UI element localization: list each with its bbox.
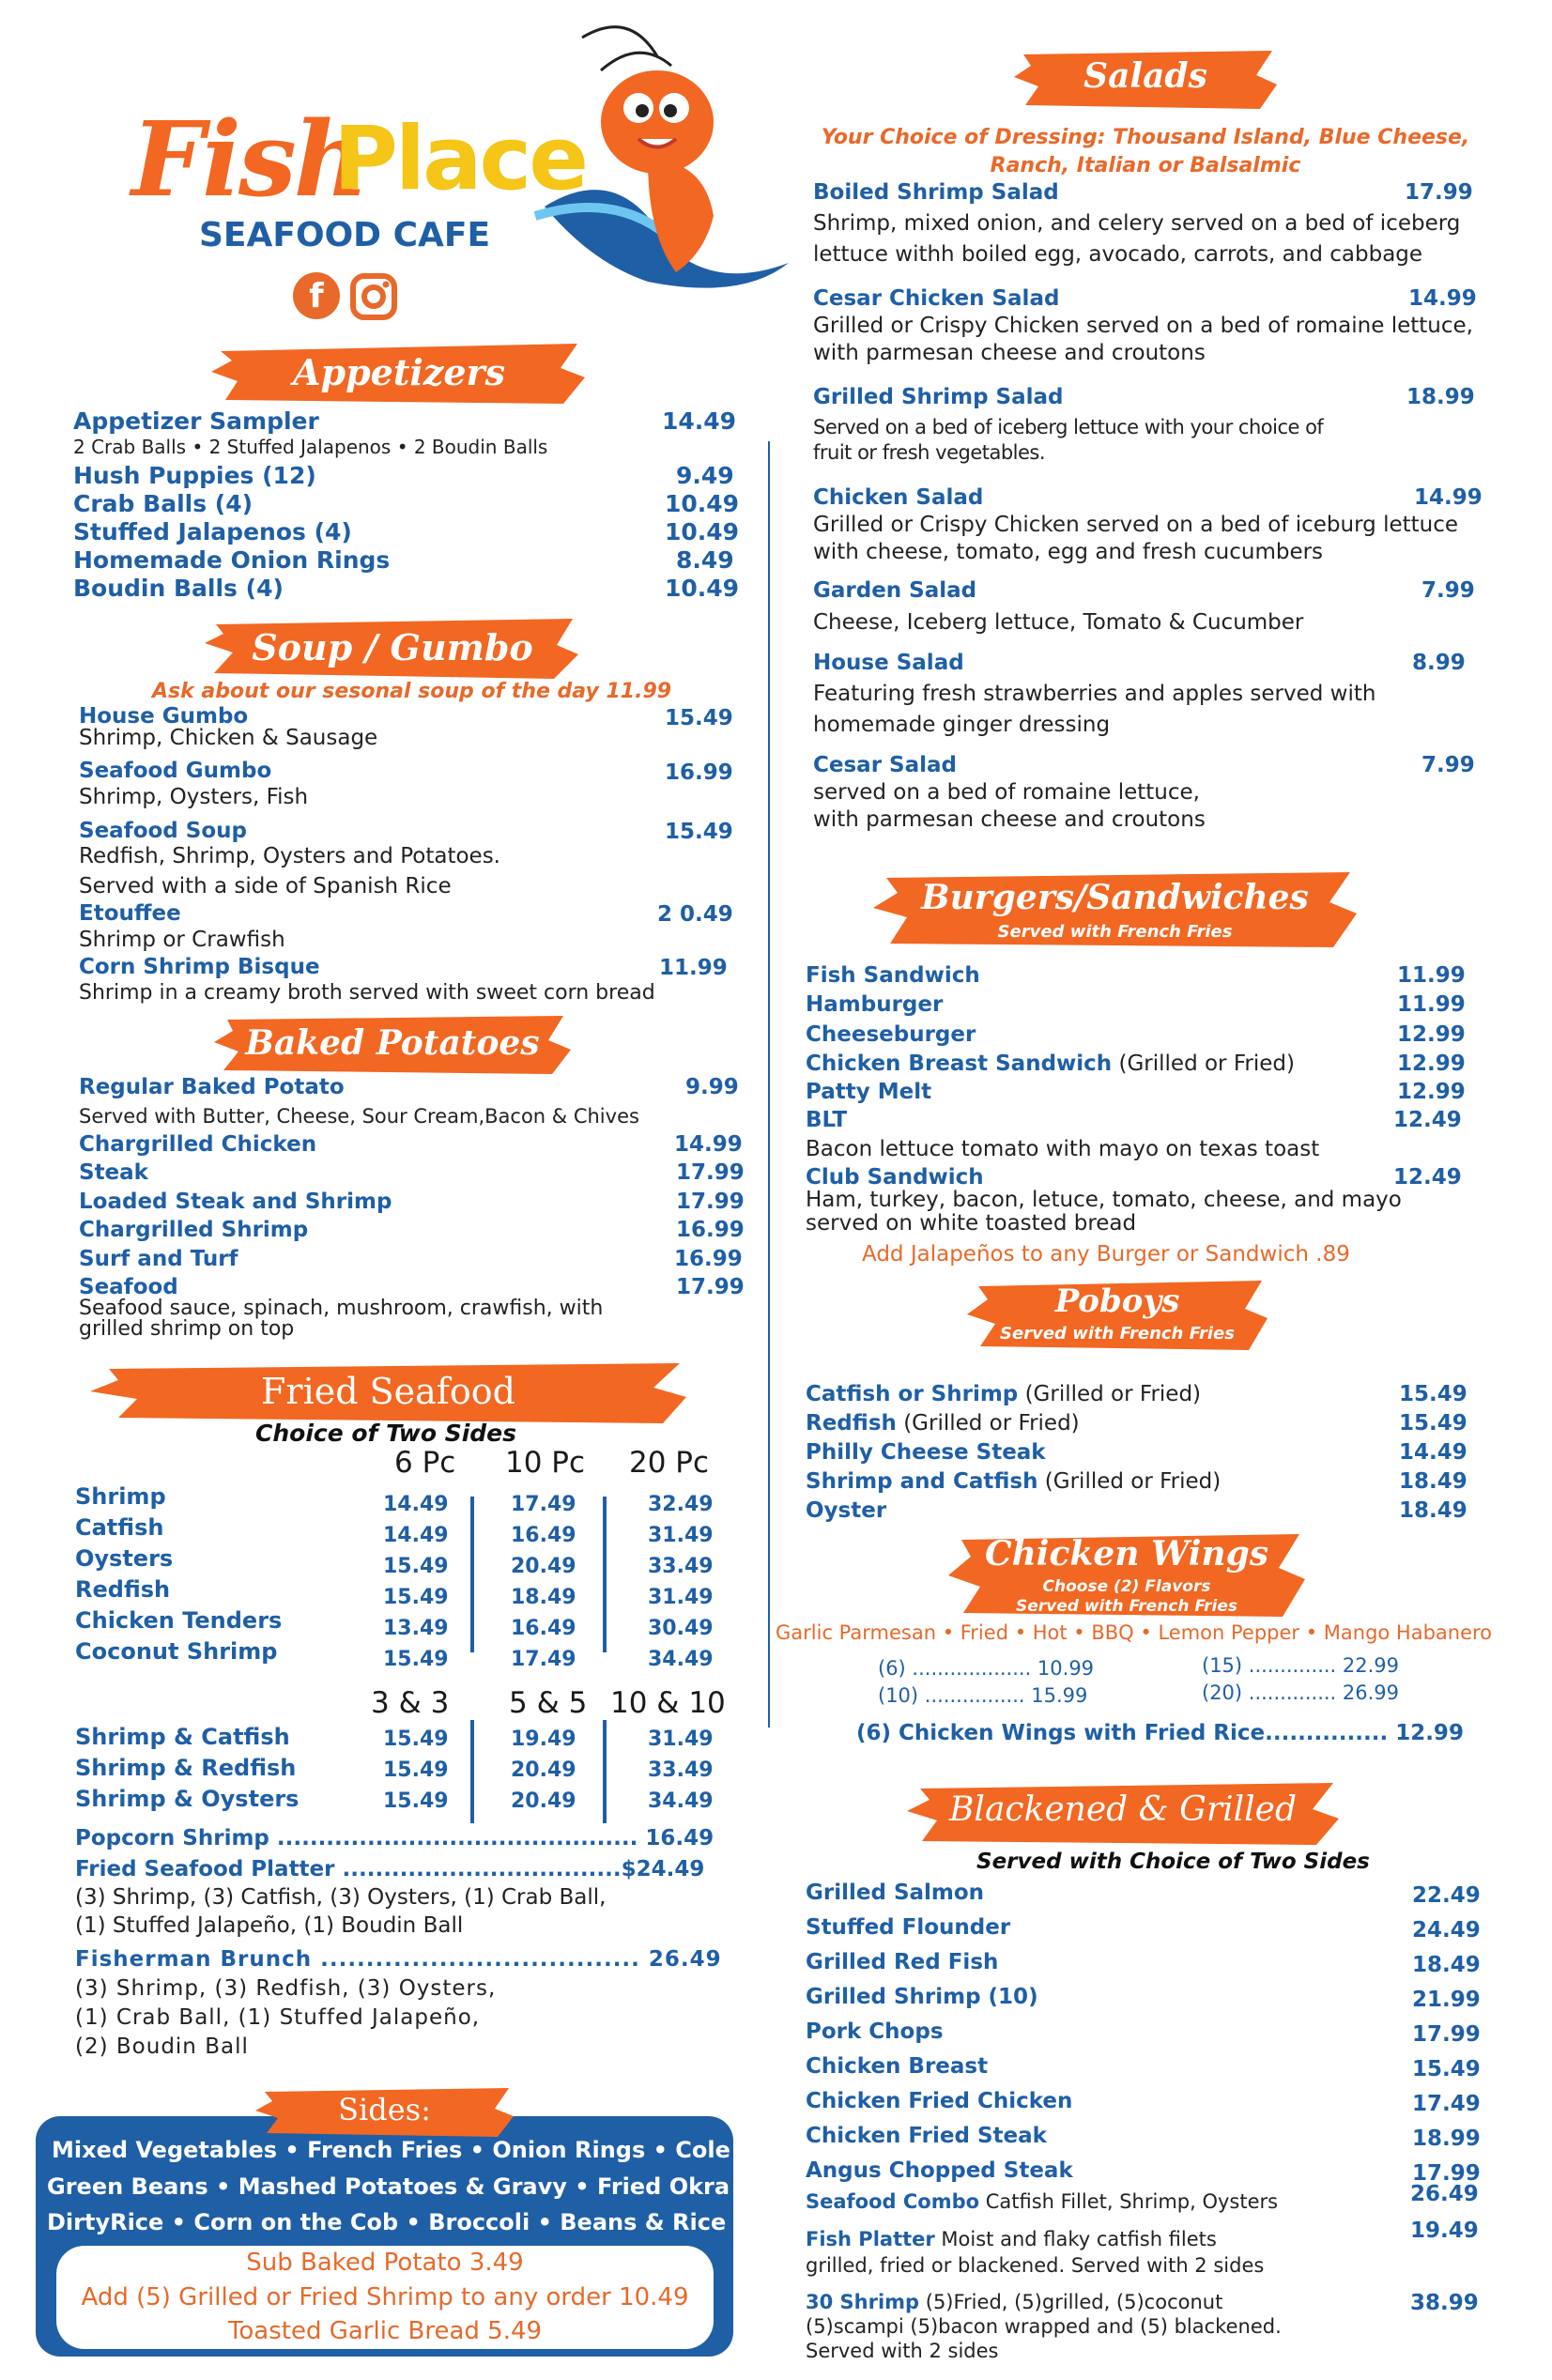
menu-item-price: 15.49	[1399, 1382, 1467, 1406]
col-header: 20 Pc	[629, 1446, 710, 1480]
fried-row-name: Catfish	[75, 1514, 164, 1541]
menu-item-name: Shrimp and Catfish	[806, 1469, 1038, 1494]
fried-price: 34.49	[648, 1648, 714, 1671]
instagram-icon[interactable]	[349, 272, 398, 321]
menu-item-desc: Grilled or Crispy Chicken served on a bed of romaine lettuce,	[813, 314, 1473, 338]
salads-banner	[1014, 47, 1277, 113]
fried-price: 15.49	[383, 1555, 449, 1578]
menu-item-desc: Shrimp in a creamy broth served with sweet corn bread	[79, 981, 655, 1005]
grilled-banner	[907, 1779, 1339, 1849]
salads-note: Ranch, Italian or Balsalmic	[990, 154, 1301, 177]
logo-place: Place	[333, 108, 587, 210]
menu-item-desc: Redfish, Shrimp, Oysters and Potatoes.	[79, 844, 500, 868]
menu-item-price: 12.49	[1393, 1165, 1462, 1190]
burgers-title: Burgers/Sandwiches	[921, 878, 1309, 917]
menu-item	[806, 992, 943, 1017]
menu-item-name: Club Sandwich	[806, 1165, 984, 1190]
menu-item-desc: lettuce withh boiled egg, avocado, carrots, and cabbage	[813, 242, 1423, 267]
col-header: 10 & 10	[610, 1686, 726, 1720]
column-divider	[768, 441, 770, 1727]
menu-item-desc: Cheese, Iceberg lettuce, Tomato & Cucumber	[813, 610, 1304, 635]
menu-item-name: Seafood	[79, 1275, 178, 1299]
menu-item-price: 8.99	[1412, 651, 1466, 675]
menu-item-desc: Served with Butter, Cheese, Sour Cream,Bacon & Chives	[79, 1105, 639, 1128]
burgers-banner	[873, 868, 1357, 951]
menu-item-desc: Moist and flaky catfish filets	[934, 2228, 1217, 2250]
menu-item-name: Fish Platter	[806, 2228, 935, 2250]
menu-item-desc: 2 Crab Balls • 2 Stuffed Jalapenos • 2 Boudin Balls	[73, 436, 548, 458]
fried-price: 20.49	[511, 1555, 576, 1578]
menu-item-name: Chicken Breast	[806, 2054, 989, 2079]
sides-line: Mixed Vegetables • French Fries • Onion Rings • Cole Slaw	[52, 2137, 799, 2163]
fried-price: 15.49	[383, 1789, 449, 1813]
menu-item-desc: Seafood sauce, spinach, mushroom, crawfish, with	[79, 1297, 604, 1320]
menu-item	[806, 1165, 984, 1190]
fried-price: 20.49	[511, 1758, 576, 1782]
menu-item-price: 21.99	[1412, 1988, 1481, 2012]
baked-banner	[214, 1012, 571, 1078]
menu-item-desc: Shrimp, mixed onion, and celery served on a bed of iceberg	[813, 211, 1461, 236]
fisherman-brunch: Fisherman Brunch ................................... 26.49	[75, 1947, 722, 1972]
menu-item-price: 14.99	[1408, 286, 1477, 311]
appetizers-banner	[211, 340, 587, 407]
menu-item-price: 26.49	[1410, 2182, 1479, 2206]
divider	[470, 1497, 474, 1652]
menu-item-price: 10.49	[665, 575, 740, 602]
menu-item-price: 17.99	[1412, 2022, 1481, 2047]
menu-item-name: Fish Sandwich	[806, 963, 980, 988]
menu-item-price: 18.49	[1399, 1469, 1467, 1494]
menu-item-name: Hush Puppies (12)	[73, 462, 316, 489]
menu-item-price: 9.49	[676, 462, 734, 489]
menu-item-price: 14.49	[1399, 1440, 1467, 1465]
menu-item-desc: Ham, turkey, bacon, letuce, tomato, cheese, and mayo	[806, 1188, 1402, 1212]
menu-item-price: 10.49	[665, 490, 740, 517]
sides-addon: Sub Baked Potato 3.49	[246, 2249, 524, 2277]
menu-item-price: 10.49	[665, 518, 740, 545]
menu-item-desc: Served with 2 sides	[806, 2340, 999, 2362]
menu-item	[806, 1411, 1080, 1436]
menu-item-name: Cesar Salad	[813, 753, 957, 777]
menu-item	[806, 1382, 1201, 1406]
menu-item-name: Surf and Turf	[79, 1247, 238, 1271]
menu-item-name: Grilled Shrimp Salad	[813, 385, 1064, 409]
fried-price: 15.49	[383, 1727, 449, 1751]
menu-item-price: 14.99	[674, 1132, 743, 1157]
fried-row-name: Shrimp	[75, 1483, 166, 1510]
menu-item-desc: with parmesan cheese and croutons	[813, 341, 1206, 365]
menu-item-price: 18.49	[1412, 1953, 1481, 1977]
menu-item-name: Redfish	[806, 1411, 897, 1436]
grilled-subtitle: Served with Choice of Two Sides	[976, 1850, 1370, 1874]
fried-price: 20.49	[511, 1789, 576, 1813]
menu-item-price: 7.99	[1421, 753, 1475, 777]
menu-item-price: 15.49	[1399, 1411, 1467, 1436]
logo	[131, 19, 695, 329]
menu-item-price: 24.49	[1412, 1918, 1481, 1942]
menu-item-name: Steak	[79, 1160, 148, 1185]
menu-item-price: 16.99	[676, 1218, 745, 1242]
menu-item-desc: Catfish Fillet, Shrimp, Oysters	[979, 2190, 1279, 2213]
menu-item-price: 12.99	[1397, 1052, 1466, 1076]
fried-row-name: Shrimp & Catfish	[75, 1724, 290, 1750]
wings-flavors: Garlic Parmesan • Fried • Hot • BBQ • Lemon Pepper • Mango Habanero	[776, 1621, 1493, 1644]
menu-item-price: 17.99	[676, 1190, 745, 1214]
menu-item-name: Crab Balls (4)	[73, 490, 254, 517]
fried-price: 18.49	[511, 1586, 576, 1609]
menu-item-desc: with cheese, tomato, egg and fresh cucumbers	[813, 540, 1324, 564]
menu-item	[806, 1108, 847, 1132]
soup-title: Soup / Gumbo	[252, 626, 533, 668]
menu-item-price: 12.99	[1397, 1022, 1466, 1047]
menu-item-name: Seafood Soup	[79, 819, 247, 843]
fried-platter: Fried Seafood Platter ..................................$24.49	[75, 1857, 705, 1881]
fried-price: 15.49	[383, 1586, 449, 1609]
fried-row-name: Shrimp & Oysters	[75, 1786, 300, 1812]
poboys-title: Poboys	[1054, 1282, 1180, 1320]
menu-item-price: 11.99	[1397, 992, 1466, 1017]
fried-platter-desc: (1) Stuffed Jalapeño, (1) Boudin Ball	[75, 1913, 464, 1938]
menu-item-name: Grilled Salmon	[806, 1881, 985, 1905]
fried-row-name: Redfish	[75, 1576, 171, 1603]
menu-item-name: Pork Chops	[806, 2019, 944, 2044]
fried-price: 15.49	[383, 1648, 449, 1671]
menu-item-name: Grilled Shrimp (10)	[806, 1985, 1038, 2009]
wings-count-price: (15) .............. 22.99	[1202, 1654, 1400, 1677]
menu-item-name: Chicken Fried Chicken	[806, 2089, 1073, 2113]
menu-item-desc: Served on a bed of iceberg lettuce with your choice of	[813, 416, 1324, 438]
menu-item-name: Appetizer Sampler	[73, 407, 319, 435]
menu-item-name: Chicken Breast Sandwich	[806, 1052, 1113, 1076]
fried-price: 14.49	[383, 1524, 449, 1547]
menu-item	[806, 1080, 931, 1104]
fried-price: 31.49	[648, 1586, 714, 1609]
salads-title: Salads	[1083, 56, 1207, 96]
menu-item-name: Etouffee	[79, 901, 181, 926]
menu-item	[806, 1022, 976, 1047]
fried-price: 31.49	[648, 1524, 714, 1547]
soup-note: Ask about our sesonal soup of the day 11.99	[152, 680, 672, 703]
poboys-banner	[967, 1277, 1268, 1354]
menu-item-name: Cheeseburger	[806, 1022, 976, 1047]
col-header: 3 & 3	[371, 1686, 450, 1720]
menu-item-name: Corn Shrimp Bisque	[79, 955, 320, 979]
menu-item-price: 17.99	[676, 1160, 745, 1185]
menu-item-name: Stuffed Jalapenos (4)	[73, 518, 352, 545]
fried-price: 31.49	[648, 1727, 714, 1751]
wings-fried-rice: (6) Chicken Wings with Fried Rice............... 12.99	[856, 1721, 1464, 1745]
burgers-subtitle: Served with French Fries	[997, 922, 1233, 942]
fried-price: 33.49	[648, 1555, 714, 1578]
menu-item-price: 9.99	[685, 1075, 739, 1099]
menu-item-name: Garden Salad	[813, 578, 977, 603]
menu-item-desc: (5)scampi (5)bacon wrapped and (5) blackened.	[806, 2315, 1282, 2338]
menu-item-price: 7.99	[1421, 578, 1475, 603]
menu-item-name: Stuffed Flounder	[806, 1915, 1011, 1940]
menu-item-name: Oyster	[806, 1498, 887, 1523]
menu-item-price: 15.49	[665, 820, 733, 844]
burgers-addon: Add Jalapeños to any Burger or Sandwich .89	[862, 1242, 1350, 1267]
menu-item-name: Regular Baked Potato	[79, 1075, 345, 1099]
menu-item-name: Catfish or Shrimp	[806, 1382, 1019, 1406]
menu-item-name: Seafood Combo	[806, 2190, 980, 2213]
menu-item-extra: (Grilled or Fried)	[1018, 1382, 1202, 1406]
menu-item-price: 2 0.49	[657, 902, 733, 927]
sides-title: Sides:	[338, 2092, 431, 2127]
menu-item-name: Chicken Salad	[813, 485, 984, 510]
appetizers-title: Appetizers	[293, 351, 505, 393]
menu-item-name: Grilled Red Fish	[806, 1950, 999, 1974]
menu-item-price: 15.49	[1412, 2057, 1481, 2081]
fried-price: 15.49	[383, 1758, 449, 1782]
menu-item	[806, 1469, 1221, 1494]
divider	[603, 1497, 607, 1652]
facebook-icon[interactable]: f	[293, 272, 340, 319]
menu-item-price: 22.49	[1412, 1883, 1481, 1908]
logo-subtitle: SEAFOOD CAFE	[199, 216, 491, 254]
fried-price: 17.49	[511, 1648, 576, 1671]
menu-item-desc: Shrimp, Oysters, Fish	[79, 785, 309, 809]
menu-item-desc: grilled, fried or blackened. Served with 2 sides	[806, 2254, 1265, 2277]
menu-item-price: 38.99	[1410, 2291, 1479, 2315]
menu-item-name: BLT	[806, 1108, 848, 1132]
fried-price: 34.49	[648, 1789, 714, 1813]
menu-item	[806, 1440, 1046, 1465]
menu-item-name: House Gumbo	[79, 704, 249, 729]
menu-item-name: Chargrilled Shrimp	[79, 1218, 309, 1242]
fried-price: 33.49	[648, 1758, 714, 1782]
baked-title: Baked Potatoes	[245, 1023, 540, 1063]
menu-item	[806, 1052, 1295, 1076]
sides-addon: Add (5) Grilled or Fried Shrimp to any order 10.49	[81, 2283, 689, 2311]
fried-subtitle: Choice of Two Sides	[255, 1420, 517, 1447]
menu-item-name: 30 Shrimp	[806, 2291, 920, 2313]
menu-item-name: House Salad	[813, 651, 964, 675]
menu-item-name: Philly Cheese Steak	[806, 1440, 1046, 1465]
menu-item	[806, 2291, 1222, 2313]
menu-item-name: Boudin Balls (4)	[73, 575, 284, 602]
col-header: 10 Pc	[505, 1446, 586, 1480]
logo-fish: Fish	[131, 99, 366, 220]
menu-item-name: Boiled Shrimp Salad	[813, 180, 1059, 205]
menu-item-price: 17.99	[676, 1275, 745, 1299]
sides-addon: Toasted Garlic Bread 5.49	[227, 2317, 543, 2345]
menu-item-desc: with parmesan cheese and croutons	[813, 807, 1206, 832]
fried-row-name: Shrimp & Redfish	[75, 1755, 297, 1781]
wings-count-price: (20) .............. 26.99	[1202, 1681, 1400, 1704]
menu-item-price: 8.49	[676, 546, 734, 574]
menu-item-price: 18.49	[1399, 1498, 1467, 1523]
menu-item-price: 11.99	[1397, 963, 1466, 988]
menu-item-extra: (Grilled or Fried)	[896, 1411, 1080, 1436]
salads-note: Your Choice of Dressing: Thousand Island, Blue Cheese,	[821, 126, 1470, 149]
menu-item-price: 16.99	[674, 1247, 743, 1271]
fried-price: 14.49	[383, 1493, 449, 1516]
menu-item-price: 12.99	[1397, 1080, 1466, 1104]
fried-price: 13.49	[383, 1617, 449, 1640]
menu-item-price: 14.49	[662, 407, 737, 435]
wings-count-price: (10) ................ 15.99	[878, 1684, 1088, 1707]
menu-item	[806, 963, 980, 988]
menu-item-name: Loaded Steak and Shrimp	[79, 1190, 392, 1214]
menu-item-price: 19.49	[1410, 2219, 1479, 2243]
grilled-title: Blackened & Grilled	[948, 1790, 1298, 1829]
menu-item-price: 12.49	[1393, 1108, 1462, 1132]
wings-title: Chicken Wings	[984, 1534, 1269, 1574]
fried-banner	[90, 1359, 686, 1427]
menu-item-price: 14.99	[1414, 485, 1483, 510]
divider	[470, 1720, 474, 1823]
fried-price: 30.49	[648, 1617, 714, 1640]
fried-row-name: Oysters	[75, 1545, 174, 1572]
menu-item-desc: Shrimp, Chicken & Sausage	[79, 726, 378, 750]
menu-item-price: 11.99	[659, 956, 728, 980]
sides-banner	[255, 2086, 514, 2139]
menu-item-name: Patty Melt	[806, 1080, 932, 1104]
menu-item-desc: homemade ginger dressing	[813, 713, 1111, 737]
menu-item-desc: (5)Fried, (5)grilled, (5)coconut	[919, 2291, 1223, 2313]
fried-row-name: Coconut Shrimp	[75, 1638, 278, 1665]
menu-item-desc: fruit or fresh vegetables.	[813, 441, 1046, 464]
fried-price: 16.49	[511, 1617, 576, 1640]
menu-item-name: Chicken Fried Steak	[806, 2124, 1047, 2148]
fried-price: 19.49	[511, 1727, 576, 1751]
menu-item-desc: Bacon lettuce tomato with mayo on texas toast	[806, 1137, 1320, 1161]
menu-item-extra: (Grilled or Fried)	[1037, 1469, 1222, 1494]
menu-item-desc: Grilled or Crispy Chicken served on a bed of iceburg lettuce	[813, 513, 1459, 537]
soup-banner	[205, 615, 580, 683]
brunch-desc: (3) Shrimp, (3) Redfish, (3) Oysters,	[75, 1976, 497, 2001]
fried-price: 17.49	[511, 1493, 576, 1516]
menu-item-price: 18.99	[1406, 385, 1475, 409]
brunch-desc: (2) Boudin Ball	[75, 2035, 249, 2059]
menu-item	[806, 2228, 1217, 2250]
menu-item-name: Cesar Chicken Salad	[813, 286, 1060, 311]
menu-item-price: 16.99	[665, 760, 733, 785]
brunch-desc: (1) Crab Ball, (1) Stuffed Jalapeño,	[75, 2005, 481, 2030]
fried-row-name: Chicken Tenders	[75, 1607, 283, 1634]
popcorn-shrimp: Popcorn Shrimp ............................................ 16.49	[75, 1826, 715, 1850]
menu-item-desc: grilled shrimp on top	[79, 1317, 295, 1341]
menu-item-name: Angus Chopped Steak	[806, 2158, 1073, 2183]
menu-item-name: Hamburger	[806, 992, 944, 1017]
menu-item-price: 17.99	[1405, 180, 1473, 205]
col-header: 5 & 5	[509, 1686, 588, 1720]
menu-item-desc: served on a bed of romaine lettuce,	[813, 780, 1200, 805]
menu-item-price: 18.99	[1412, 2127, 1481, 2151]
fried-price: 16.49	[511, 1524, 576, 1547]
fried-platter-desc: (3) Shrimp, (3) Catfish, (3) Oysters, (1) Crab Ball,	[75, 1885, 607, 1910]
wings-banner	[948, 1530, 1305, 1620]
menu-item-name: Chargrilled Chicken	[79, 1132, 317, 1157]
menu-item-desc: Featuring fresh strawberries and apples served with	[813, 682, 1376, 706]
menu-item-desc: served on white toasted bread	[806, 1211, 1137, 1236]
menu-item	[806, 1498, 886, 1523]
menu-item-desc: Served with a side of Spanish Rice	[79, 874, 452, 898]
poboys-subtitle: Served with French Fries	[1000, 1324, 1235, 1344]
wings-count-price: (6) ................... 10.99	[878, 1657, 1095, 1680]
fried-price: 32.49	[648, 1493, 714, 1516]
menu-item-price: 15.49	[665, 706, 733, 730]
menu-item-name: Homemade Onion Rings	[73, 546, 391, 574]
menu-item-price: 17.99	[1412, 2161, 1481, 2186]
wings-subtitle: Choose (2) Flavors	[1042, 1577, 1211, 1596]
menu-item-price: 17.49	[1412, 2092, 1481, 2116]
menu-item-name: Seafood Gumbo	[79, 759, 272, 783]
sides-line: DirtyRice • Corn on the Cob • Broccoli • Beans & Rice • Salad	[47, 2209, 827, 2235]
menu-item-desc: Shrimp or Crawfish	[79, 928, 285, 952]
wings-subtitle: Served with French Fries	[1016, 1597, 1237, 1616]
sides-line: Green Beans • Mashed Potatoes & Gravy • Fried Okra • Grits	[47, 2173, 822, 2200]
menu-item	[806, 2190, 1278, 2213]
divider	[603, 1720, 607, 1823]
menu-item-extra: (Grilled or Fried)	[1112, 1052, 1295, 1076]
fried-title: Fried Seafood	[261, 1371, 515, 1412]
col-header: 6 Pc	[394, 1446, 456, 1480]
